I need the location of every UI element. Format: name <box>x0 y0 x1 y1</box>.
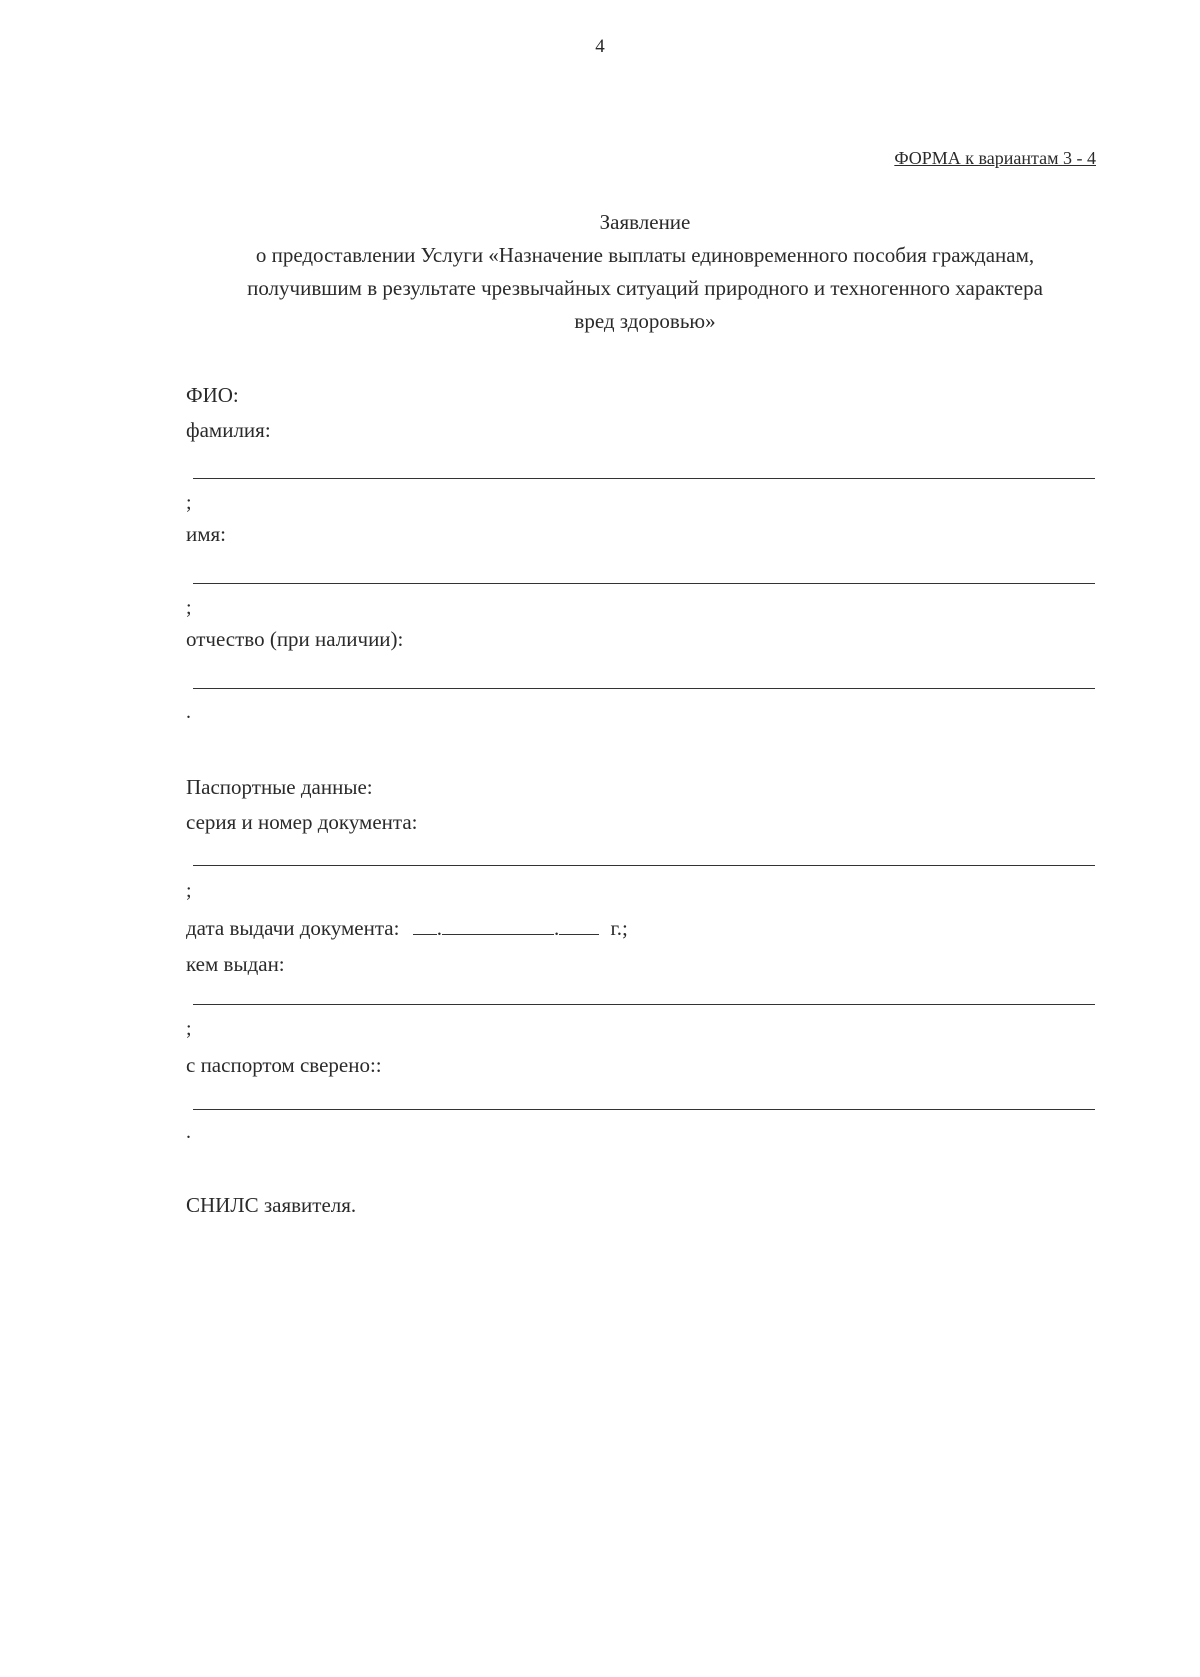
verified-label: с паспортом сверено:: <box>186 1053 382 1077</box>
surname-label: фамилия: <box>186 418 271 442</box>
issue-date-separator-2: . <box>553 916 560 940</box>
fio-heading: ФИО: <box>186 383 239 407</box>
issued-by-end: ; <box>186 1018 192 1040</box>
snils-label: СНИЛС заявителя. <box>186 1193 357 1217</box>
issue-date-row <box>186 916 628 941</box>
document-subtitle: о предоставлении Услуги «Назначение выплаты единовременного пособия гражданам, получившим в результате чрезвычайных ситуаций природного и техногенного характера вред здоровью» <box>247 243 1043 333</box>
issue-date-label: дата выдачи документа: <box>186 916 400 940</box>
patronymic-label: отчество (при наличии): <box>186 627 404 651</box>
form-reference: ФОРМА к вариантам 3 - 4 <box>894 148 1096 168</box>
surname-field[interactable] <box>193 478 1095 479</box>
verified-end: . <box>186 1121 191 1143</box>
surname-end: ; <box>186 492 192 514</box>
issue-month-field[interactable] <box>442 916 554 935</box>
passport-series-label: серия и номер документа: <box>186 810 418 834</box>
patronymic-end: . <box>186 701 191 723</box>
name-label: имя: <box>186 522 227 546</box>
issue-day-field[interactable] <box>413 916 437 935</box>
document-title-block <box>120 206 1170 338</box>
patronymic-field[interactable] <box>193 688 1095 689</box>
passport-series-end: ; <box>186 880 192 902</box>
issued-by-label: кем выдан: <box>186 952 285 976</box>
issue-date-separator-1: . <box>436 916 442 940</box>
passport-series-field[interactable] <box>193 865 1095 866</box>
document-title: Заявление <box>599 210 691 234</box>
passport-heading: Паспортные данные: <box>186 775 373 799</box>
verified-field[interactable] <box>193 1109 1095 1110</box>
name-end: ; <box>186 597 192 619</box>
name-field[interactable] <box>193 583 1095 584</box>
issue-year-field[interactable] <box>559 916 599 935</box>
page-number: 4 <box>595 36 605 57</box>
issued-by-field[interactable] <box>193 1004 1095 1005</box>
issue-date-suffix: г.; <box>610 916 628 940</box>
